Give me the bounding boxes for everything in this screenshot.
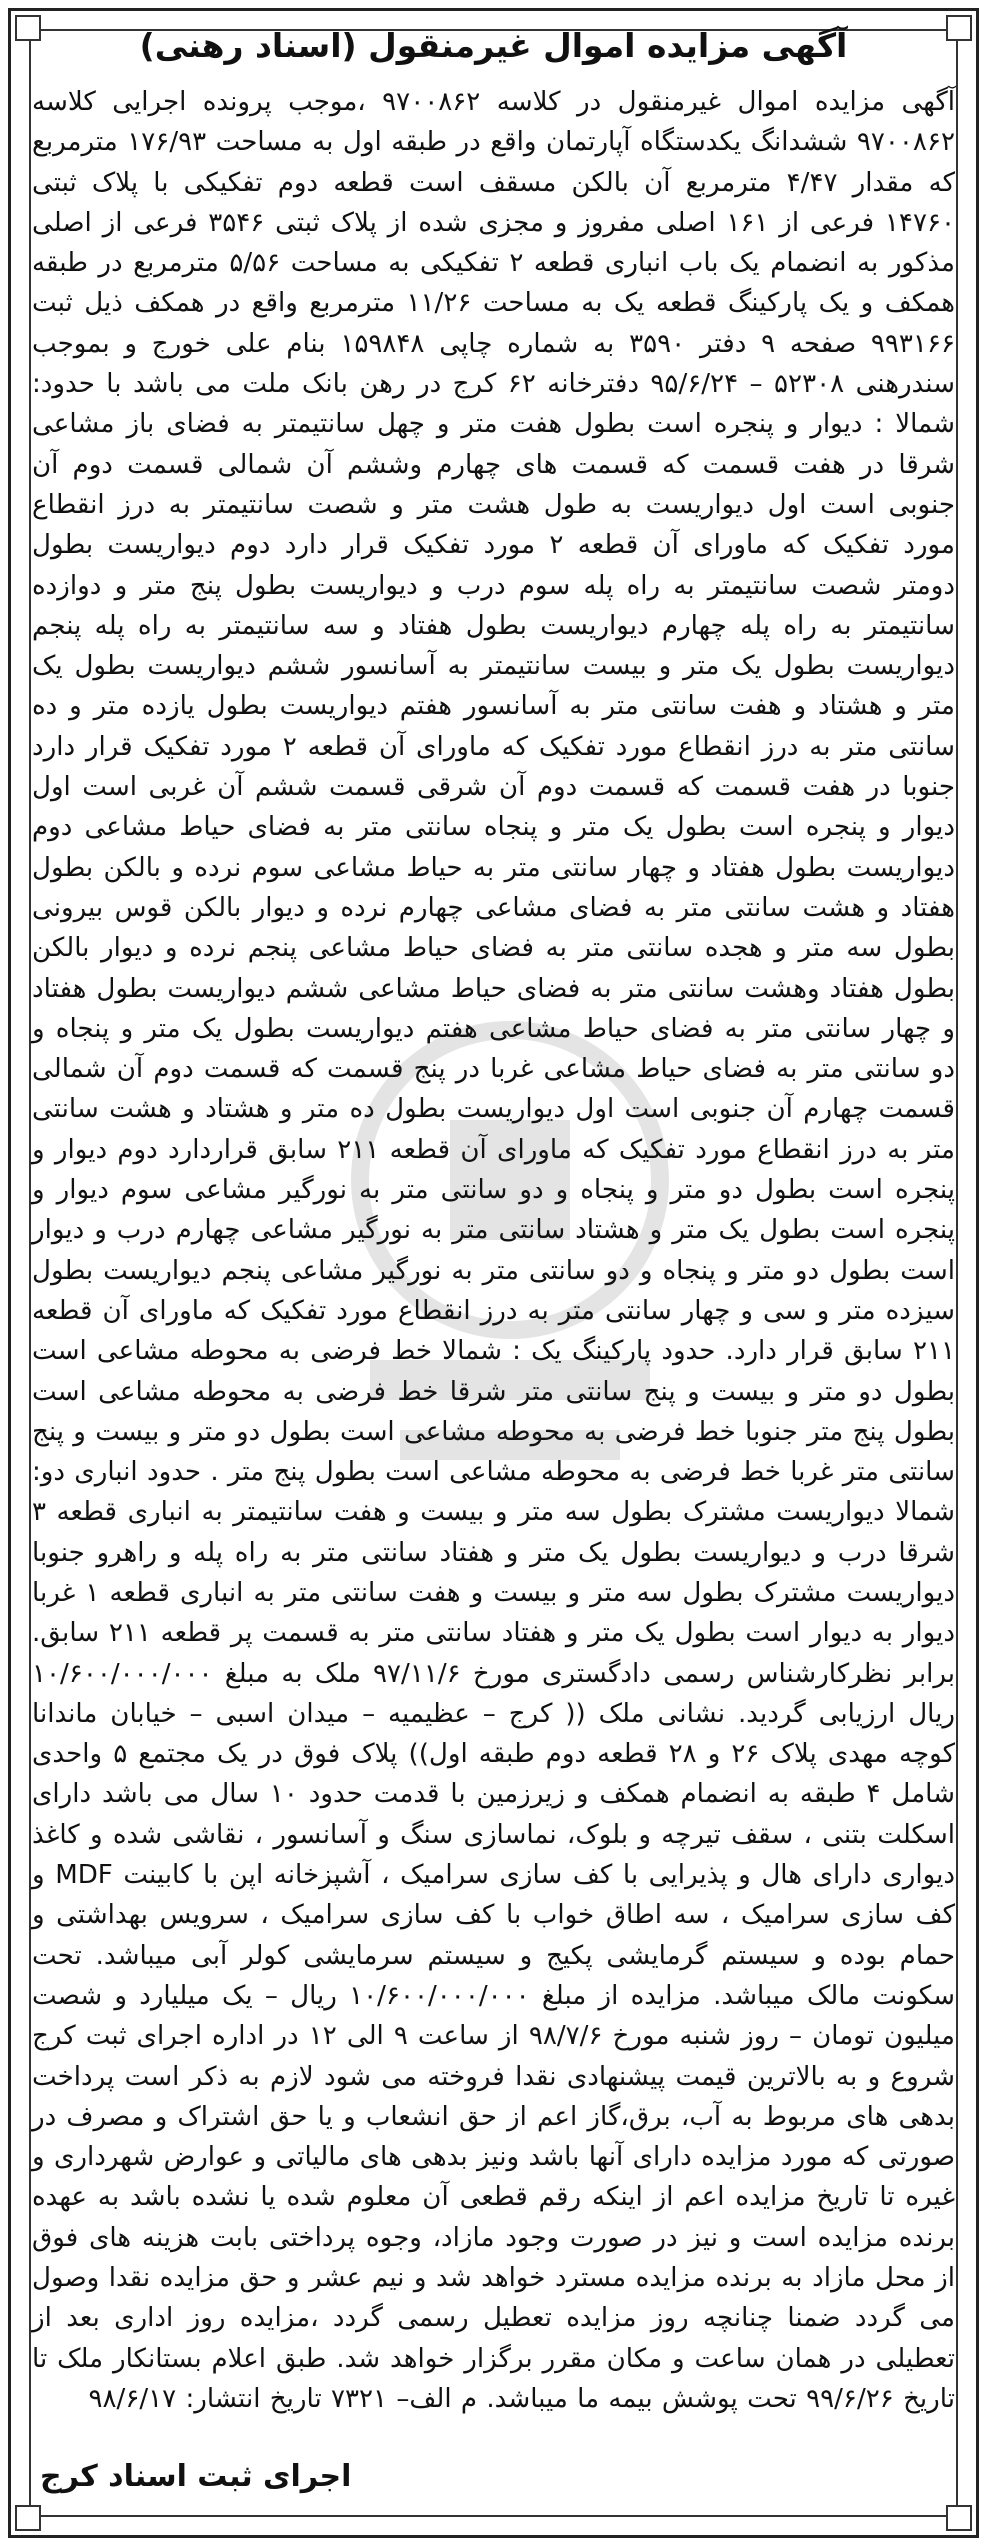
notice-title: آگهی مزایده اموال غیرمنقول (اسناد رهنی) bbox=[139, 26, 848, 65]
notice-body: آگهی مزایده اموال غیرمنقول در کلاسه ۹۷۰۰۸۶۲ ،موجب پرونده اجرایی کلاسه ۹۷۰۰۸۶۲ ششدانگ یکدستگاه آپارتمان واقع در طبقه اول به مساحت ۱۷۶/۹۳ مترمربع که مقدار ۴/۴۷ مترمربع آن بالکن مسقف است قطعه دوم تفکیکی با پلاک ثبتی ۱۴۷۶۰ فرعی از ۱۶۱ اصلی مفروز و مجزی شده از پلاک ثبتی ۳۵۴۶ فرعی از اصلی مذکور به انضمام یک باب انباری قطعه ۲ تفکیکی به مساحت ۵/۵۶ مترمربع در طبقه همکف و یک پارکینگ قطعه یک به مساحت ۱۱/۲۶ مترمربع واقع در همکف ذیل ثبت ۹۹۳۱۶۶ صفحه ۹ دفتر ۳۵۹۰ به شماره چاپی ۱۵۹۸۴۸ بنام علی خورج و بموجب سندرهنی ۵۲۳۰۸ – ۹۵/۶/۲۴ دفترخانه ۶۲ کرج در رهن بانک ملت می باشد با حدود: شمالا : دیوار و پنجره است بطول هفت متر و چهل سانتیمتر به فضای باز مشاعی شرقا در هفت قسمت که قسمت های چهارم وششم آن شمالی قسمت دوم آن جنوبی است اول دیواریست به طول هشت متر و شصت سانتیمتر به درز انقطاع مورد تفکیک که ماورای آن قطعه ۲ مورد تفکیک قرار دارد دوم دیواریست بطول دومتر شصت سانتیمتر به راه پله سوم درب و دیواریست بطول پنج متر و دوازده سانتیمتر به راه پله چهارم دیواریست بطول هفتاد و سه سانتیمتر به راه پله پنجم دیواریست بطول یک متر و بیست سانتیمتر به آسانسور ششم دیواریست بطول یک متر و هشتاد و هفت سانتی متر به آسانسور هفتم دیواریست بطول یازده متر و ده سانتی متر به درز انقطاع مورد تفکیک که ماورای آن قطعه ۲ مورد تفکیک قرار دارد جنوبا در هفت قسمت که قسمت دوم آن شرقی قسمت ششم آن غربی است اول دیوار و پنجره است بطول یک متر و پنجاه سانتی متر به فضای حیاط مشاعی دوم دیواریست بطول هفتاد و چهار سانتی متر به حیاط مشاعی سوم نرده و بالکن بطول هفتاد و هشت سانتی متر به فضای مشاعی چهارم نرده و دیوار بالکن قوس بیرونی بطول سه متر و هجده سانتی متر به فضای حیاط مشاعی پنجم نرده و دیوار بالکن بطول هفتاد وهشت سانتی متر به فضای حیاط مشاعی ششم دیواریست بطول هفتاد و چهار سانتی متر به فضای حیاط مشاعی هفتم دیواریست بطول یک متر و پنجاه و دو سانتی متر به فضای حیاط مشاعی غربا در پنج قسمت که قسمت دوم آن شمالی قسمت چهارم آن جنوبی است اول دیواریست بطول ده متر و هشتاد و هشت سانتی متر به درز انقطاع مورد تفکیک که ماورای آن قطعه ۲۱۱ سابق قراردارد دوم دیوار و پنجره است بطول دو متر و پنجاه و دو سانتی متر به نورگیر مشاعی سوم دیوار و پنجره است بطول یک متر و هشتاد سانتی متر به نورگیر مشاعی چهارم درب و دیوار است بطول دو متر و پنجاه و دو سانتی متر به نورگیر مشاعی پنجم دیواریست بطول سیزده متر و سی و چهار سانتی متر به درز انقطاع مورد تفکیک که ماورای آن قطعه ۲۱۱ سابق قرار دارد. حدود پارکینگ یک : شمالا خط فرضی به محوطه مشاعی است بطول دو متر و بیست و پنج سانتی متر شرقا خط فرضی به محوطه مشاعی است بطول پنج متر جنوبا خط فرضی به محوطه مشاعی است بطول دو متر و بیست و پنج سانتی متر غربا خط فرضی به محوطه مشاعی است بطول پنج متر . حدود انباری دو: شمالا دیواریست مشترک بطول سه متر و بیست و هفت سانتیمتر به انباری قطعه ۳ شرقا درب و دیواریست بطول یک متر و هفتاد سانتی متر به راه پله و راهرو جنوبا دیواریست مشترک بطول سه متر و بیست و هفت سانتی متر به انباری قطعه ۱ غربا دیوار به دیوار است بطول یک متر و هفتاد سانتی متر به قسمت پر قطعه ۲۱۱ سابق. برابر نظرکارشناس رسمی دادگستری مورخ ۹۷/۱۱/۶ ملک به مبلغ ۱۰/۶۰۰/۰۰۰/۰۰۰ ریال ارزیابی گردید. نشانی ملک (( کرج – عظیمیه – میدان اسبی – خیابان ماندانا کوچه مهدی پلاک ۲۶ و ۲۸ قطعه دوم طبقه اول)) پلاک فوق در یک مجتمع ۵ واحدی شامل ۴ طبقه به انضمام همکف و زیرزمین با قدمت حدود ۱۰ سال می باشد دارای اسکلت بتنی ، سقف تیرچه و بلوک، نماسازی سنگ و آسانسور ، نقاشی شده و کاغذ دیواری دارای هال و پذیرایی با کف سازی سرامیک ، آشپزخانه اپن با کابینت MDF و کف سازی سرامیک ، سه اطاق خواب با کف سازی سرامیک ، سرویس بهداشتی و حمام بوده و سیستم گرمایشی پکیج و سیستم سرمایشی کولر آبی میباشد. تحت سکونت مالک میباشد. مزایده از مبلغ ۱۰/۶۰۰/۰۰۰/۰۰۰ ریال – یک میلیارد و شصت میلیون تومان – روز شنبه مورخ ۹۸/۷/۶ از ساعت ۹ الی ۱۲ در اداره اجرای ثبت کرج شروع و به بالاترین قیمت پیشنهادی نقدا فروخته می شود لازم به ذکر است پرداخت بدهی های مربوط به آب، برق،گاز اعم از حق انشعاب و یا حق اشتراک و مصرف در صورتی که مورد مزایده دارای آنها باشد ونیز بدهی های مالیاتی و عوارض شهرداری و غیره تا تاریخ مزایده اعم از اینکه رقم قطعی آن معلوم شده یا نشده باشد به عهده برنده مزایده است و نیز در صورت وجود مازاد، وجوه پرداختی بابت هزینه های فوق از محل مازاد به برنده مزایده مسترد خواهد شد و نیم عشر و حق مزایده نقدا وصول می گردد ضمنا چنانچه روز مزایده تعطیل رسمی گردد ،مزایده روز اداری بعد از تعطیلی در همان ساعت و مکان مقرر برگزار خواهد شد. طبق اعلام بستانکار ملک تا تاریخ ۹۹/۶/۲۶ تحت پوشش بیمه ما میباشد. م الف– ۷۳۲۱ تاریخ انتشار: ۹۸/۶/۱۷ bbox=[32, 87, 956, 2414]
issuer-signature: اجرای ثبت اسناد کرج bbox=[40, 2459, 352, 2494]
corner-ornament bbox=[15, 2505, 41, 2531]
corner-ornament bbox=[946, 2505, 972, 2531]
